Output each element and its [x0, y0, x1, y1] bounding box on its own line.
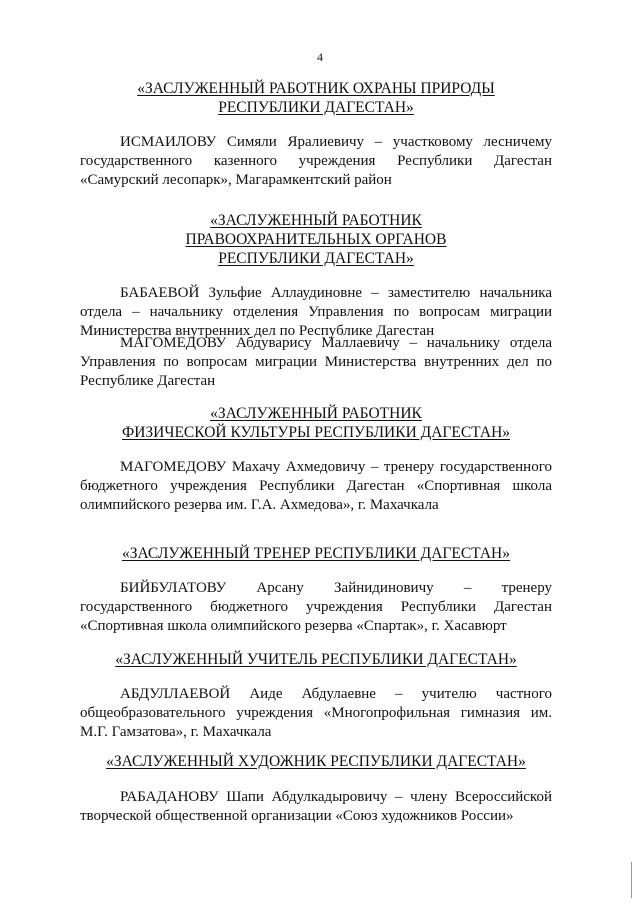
award-paragraph: АБДУЛЛАЕВОЙ Аиде Абдулаевне – учителю частного общеобразовательного учреждения «Многопрофильная гимназия им. М.Г. Гамзатова», г. Махачкала: [80, 686, 552, 740]
award-paragraph: ИСМАИЛОВУ Симяли Яралиевичу – участковому лесничему государственного казенного учреждения Республики Дагестан «Самурский лесопарк», Магарамкентский район: [80, 134, 552, 188]
award-heading-physical-culture: [80, 404, 552, 442]
award-heading-coach: [80, 544, 552, 563]
award-heading-artist: [80, 752, 552, 771]
heading-line: ФИЗИЧЕСКОЙ КУЛЬТУРЫ РЕСПУБЛИКИ ДАГЕСТАН»: [121, 424, 511, 441]
heading-line: РЕСПУБЛИКИ ДАГЕСТАН»: [218, 99, 414, 116]
award-paragraph: БАБАЕВОЙ Зульфие Аллаудиновне – заместителю начальника отдела – начальнику отделения Управления по вопросам миграции Министерства внутренних дел по Республике Дагестан: [80, 285, 552, 339]
scan-edge-mark: [631, 862, 632, 898]
heading-line: РЕСПУБЛИКИ ДАГЕСТАН»: [218, 250, 414, 267]
heading-line: «ЗАСЛУЖЕННЫЙ РАБОТНИК ОХРАНЫ ПРИРОДЫ: [137, 80, 495, 97]
award-paragraph: МАГОМЕДОВУ Абдуварису Маллаевичу – начальнику отдела Управления по вопросам миграции Министерства внутренних дел по Республике Дагестан: [80, 335, 552, 389]
heading-line: «ЗАСЛУЖЕННЫЙ РАБОТНИК: [210, 405, 422, 422]
heading-line: «ЗАСЛУЖЕННЫЙ ТРЕНЕР РЕСПУБЛИКИ ДАГЕСТАН»: [121, 545, 510, 562]
award-heading-teacher: [80, 650, 552, 669]
award-paragraph: МАГОМЕДОВУ Махачу Ахмедовичу – тренеру государственного бюджетного учреждения Республики Дагестан «Спортивная школа олимпийского резерва им. Г.А. Ахмедова», г. Махачкала: [80, 459, 552, 513]
award-paragraph: РАБАДАНОВУ Шапи Абдулкадыровичу – члену Всероссийской творческой общественной организации «Союз художников России»: [80, 789, 552, 824]
heading-line: «ЗАСЛУЖЕННЫЙ ХУДОЖНИК РЕСПУБЛИКИ ДАГЕСТАН»: [106, 753, 526, 770]
page-number: 4: [317, 50, 323, 64]
heading-line: ПРАВООХРАНИТЕЛЬНЫХ ОРГАНОВ: [185, 231, 447, 248]
award-paragraph: БИЙБУЛАТОВУ Арсану Зайнидиновичу – тренеру государственного бюджетного учреждения Республики Дагестан «Спортивная школа олимпийского резерва «Спартак», г. Хасавюрт: [80, 580, 552, 634]
award-heading-nature-protection: [80, 79, 552, 117]
award-heading-law-enforcement: [80, 211, 552, 268]
heading-line: «ЗАСЛУЖЕННЫЙ РАБОТНИК: [210, 212, 422, 229]
heading-line: «ЗАСЛУЖЕННЫЙ УЧИТЕЛЬ РЕСПУБЛИКИ ДАГЕСТАН»: [115, 651, 517, 668]
